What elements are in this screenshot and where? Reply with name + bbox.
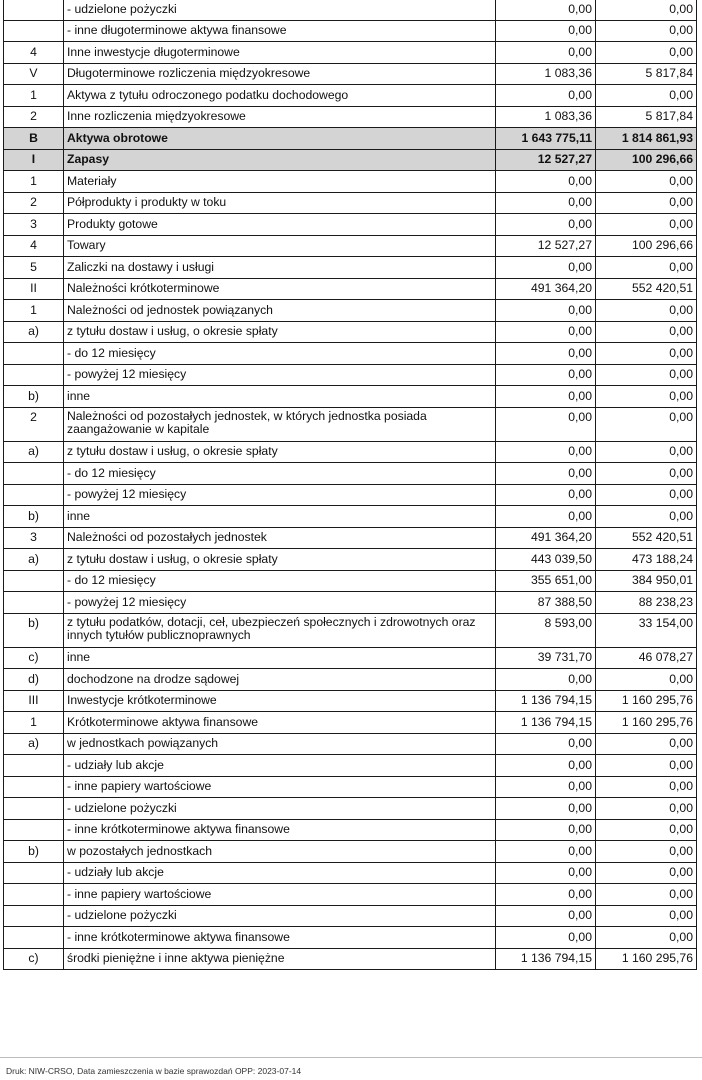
value-year-1: 12 527,27 xyxy=(496,235,596,257)
table-row xyxy=(4,257,697,279)
table-row xyxy=(4,948,697,970)
row-number: 2 xyxy=(4,407,64,441)
value-year-1: 0,00 xyxy=(496,484,596,506)
value-year-1: 0,00 xyxy=(496,506,596,528)
value-year-1: 0,00 xyxy=(496,0,596,20)
value-year-1: 0,00 xyxy=(496,733,596,755)
value-year-1: 0,00 xyxy=(496,257,596,279)
value-year-1: 1 136 794,15 xyxy=(496,690,596,712)
table-row xyxy=(4,321,697,343)
value-year-2: 0,00 xyxy=(596,819,697,841)
row-number xyxy=(4,884,64,906)
table-row xyxy=(4,884,697,906)
row-number: 1 xyxy=(4,712,64,734)
row-number xyxy=(4,798,64,820)
row-label: - do 12 miesięcy xyxy=(64,463,496,485)
value-year-2: 0,00 xyxy=(596,192,697,214)
value-year-1: 0,00 xyxy=(496,798,596,820)
row-label: inne xyxy=(64,647,496,669)
value-year-2: 1 160 295,76 xyxy=(596,948,697,970)
value-year-2: 1 160 295,76 xyxy=(596,690,697,712)
value-year-2: 0,00 xyxy=(596,669,697,691)
row-label: Inne inwestycje długoterminowe xyxy=(64,42,496,64)
row-label: dochodzone na drodze sądowej xyxy=(64,669,496,691)
table-row xyxy=(4,364,697,386)
row-number: I xyxy=(4,149,64,171)
row-label: Należności krótkoterminowe xyxy=(64,278,496,300)
row-label: Aktywa z tytułu odroczonego podatku dochodowego xyxy=(64,85,496,107)
print-footer: Druk: NIW-CRSO, Data zamieszczenia w bazie sprawozdań OPP: 2023-07-14 xyxy=(6,1066,302,1076)
value-year-1: 0,00 xyxy=(496,171,596,193)
row-number: a) xyxy=(4,441,64,463)
value-year-1: 1 083,36 xyxy=(496,106,596,128)
value-year-2: 100 296,66 xyxy=(596,149,697,171)
table-row xyxy=(4,386,697,408)
value-year-1: 0,00 xyxy=(496,884,596,906)
value-year-1: 0,00 xyxy=(496,463,596,485)
row-label: Produkty gotowe xyxy=(64,214,496,236)
row-label: inne xyxy=(64,506,496,528)
row-number: B xyxy=(4,128,64,150)
row-label: Należności od jednostek powiązanych xyxy=(64,300,496,322)
row-label: z tytułu podatków, dotacji, ceł, ubezpieczeń społecznych i zdrowotnych oraz innych tytułów publicznoprawnych xyxy=(64,613,496,647)
table-row xyxy=(4,42,697,64)
table-row xyxy=(4,669,697,691)
value-year-2: 0,00 xyxy=(596,927,697,949)
value-year-1: 1 083,36 xyxy=(496,63,596,85)
row-number xyxy=(4,0,64,20)
value-year-1: 0,00 xyxy=(496,841,596,863)
row-number: b) xyxy=(4,386,64,408)
value-year-1: 0,00 xyxy=(496,407,596,441)
value-year-1: 0,00 xyxy=(496,85,596,107)
row-label: - udzielone pożyczki xyxy=(64,905,496,927)
row-number xyxy=(4,592,64,614)
table-row xyxy=(4,841,697,863)
value-year-2: 473 188,24 xyxy=(596,549,697,571)
table-row xyxy=(4,549,697,571)
row-number: III xyxy=(4,690,64,712)
value-year-1: 0,00 xyxy=(496,776,596,798)
row-label: Krótkoterminowe aktywa finansowe xyxy=(64,712,496,734)
value-year-2: 1 814 861,93 xyxy=(596,128,697,150)
table-row xyxy=(4,463,697,485)
balance-sheet-table xyxy=(3,0,697,970)
row-label: z tytułu dostaw i usług, o okresie spłaty xyxy=(64,441,496,463)
table-row xyxy=(4,85,697,107)
table-row xyxy=(4,927,697,949)
row-label: - inne krótkoterminowe aktywa finansowe xyxy=(64,819,496,841)
value-year-2: 552 420,51 xyxy=(596,527,697,549)
row-number: 1 xyxy=(4,171,64,193)
row-number xyxy=(4,463,64,485)
row-label: - powyżej 12 miesięcy xyxy=(64,484,496,506)
value-year-1: 1 643 775,11 xyxy=(496,128,596,150)
table-row xyxy=(4,106,697,128)
table-row xyxy=(4,690,697,712)
table-row xyxy=(4,300,697,322)
value-year-2: 0,00 xyxy=(596,841,697,863)
row-number xyxy=(4,364,64,386)
row-number: c) xyxy=(4,948,64,970)
value-year-1: 491 364,20 xyxy=(496,278,596,300)
row-label: - inne długoterminowe aktywa finansowe xyxy=(64,20,496,42)
value-year-2: 0,00 xyxy=(596,506,697,528)
row-number: 4 xyxy=(4,42,64,64)
table-row xyxy=(4,214,697,236)
row-number: d) xyxy=(4,669,64,691)
value-year-2: 0,00 xyxy=(596,214,697,236)
value-year-2: 0,00 xyxy=(596,364,697,386)
row-label: Aktywa obrotowe xyxy=(64,128,496,150)
row-label: - powyżej 12 miesięcy xyxy=(64,592,496,614)
value-year-2: 0,00 xyxy=(596,407,697,441)
row-number xyxy=(4,484,64,506)
row-label: Należności od pozostałych jednostek, w których jednostka posiada zaangażowanie w kapitale xyxy=(64,407,496,441)
table-row xyxy=(4,592,697,614)
value-year-2: 0,00 xyxy=(596,321,697,343)
value-year-1: 0,00 xyxy=(496,20,596,42)
value-year-1: 0,00 xyxy=(496,42,596,64)
value-year-2: 0,00 xyxy=(596,884,697,906)
row-number xyxy=(4,862,64,884)
row-number: 4 xyxy=(4,235,64,257)
value-year-2: 0,00 xyxy=(596,386,697,408)
row-number xyxy=(4,905,64,927)
value-year-1: 0,00 xyxy=(496,214,596,236)
value-year-2: 88 238,23 xyxy=(596,592,697,614)
value-year-1: 0,00 xyxy=(496,364,596,386)
table-row xyxy=(4,905,697,927)
table-row xyxy=(4,484,697,506)
value-year-1: 1 136 794,15 xyxy=(496,948,596,970)
table-row xyxy=(4,441,697,463)
value-year-1: 0,00 xyxy=(496,927,596,949)
row-label: Długoterminowe rozliczenia międzyokresowe xyxy=(64,63,496,85)
value-year-1: 0,00 xyxy=(496,819,596,841)
row-label: w jednostkach powiązanych xyxy=(64,733,496,755)
table-row xyxy=(4,733,697,755)
table-row xyxy=(4,527,697,549)
row-number: a) xyxy=(4,321,64,343)
row-number: 1 xyxy=(4,300,64,322)
table-row xyxy=(4,171,697,193)
table-row xyxy=(4,647,697,669)
row-number: a) xyxy=(4,549,64,571)
row-number: b) xyxy=(4,613,64,647)
value-year-2: 0,00 xyxy=(596,862,697,884)
value-year-2: 0,00 xyxy=(596,755,697,777)
row-number: II xyxy=(4,278,64,300)
row-label: - udziały lub akcje xyxy=(64,755,496,777)
value-year-1: 8 593,00 xyxy=(496,613,596,647)
row-label: - udziały lub akcje xyxy=(64,862,496,884)
value-year-2: 0,00 xyxy=(596,776,697,798)
row-label: - udzielone pożyczki xyxy=(64,0,496,20)
row-label: - powyżej 12 miesięcy xyxy=(64,364,496,386)
value-year-2: 0,00 xyxy=(596,798,697,820)
value-year-1: 443 039,50 xyxy=(496,549,596,571)
row-label: inne xyxy=(64,386,496,408)
table-row xyxy=(4,819,697,841)
value-year-1: 87 388,50 xyxy=(496,592,596,614)
table-row xyxy=(4,0,697,20)
value-year-2: 0,00 xyxy=(596,343,697,365)
row-number: 1 xyxy=(4,85,64,107)
value-year-1: 0,00 xyxy=(496,192,596,214)
value-year-2: 5 817,84 xyxy=(596,106,697,128)
row-number: b) xyxy=(4,841,64,863)
value-year-2: 0,00 xyxy=(596,300,697,322)
row-label: Inwestycje krótkoterminowe xyxy=(64,690,496,712)
balance-sheet-body xyxy=(4,0,697,970)
value-year-2: 0,00 xyxy=(596,171,697,193)
value-year-2: 552 420,51 xyxy=(596,278,697,300)
table-row xyxy=(4,506,697,528)
value-year-2: 0,00 xyxy=(596,0,697,20)
value-year-2: 384 950,01 xyxy=(596,570,697,592)
row-number: c) xyxy=(4,647,64,669)
row-label: środki pieniężne i inne aktywa pieniężne xyxy=(64,948,496,970)
row-label: Materiały xyxy=(64,171,496,193)
row-label: - udzielone pożyczki xyxy=(64,798,496,820)
row-label: - do 12 miesięcy xyxy=(64,570,496,592)
value-year-1: 0,00 xyxy=(496,441,596,463)
row-number: a) xyxy=(4,733,64,755)
table-row xyxy=(4,407,697,441)
value-year-1: 0,00 xyxy=(496,669,596,691)
value-year-1: 12 527,27 xyxy=(496,149,596,171)
row-label: - inne krótkoterminowe aktywa finansowe xyxy=(64,927,496,949)
row-label: Półprodukty i produkty w toku xyxy=(64,192,496,214)
row-label: z tytułu dostaw i usług, o okresie spłaty xyxy=(64,549,496,571)
value-year-1: 1 136 794,15 xyxy=(496,712,596,734)
value-year-2: 0,00 xyxy=(596,441,697,463)
row-number: 2 xyxy=(4,192,64,214)
row-number xyxy=(4,927,64,949)
row-number: V xyxy=(4,63,64,85)
table-row xyxy=(4,20,697,42)
value-year-2: 0,00 xyxy=(596,85,697,107)
value-year-2: 0,00 xyxy=(596,905,697,927)
value-year-2: 0,00 xyxy=(596,484,697,506)
row-number xyxy=(4,819,64,841)
table-row xyxy=(4,128,697,150)
row-number xyxy=(4,570,64,592)
value-year-2: 0,00 xyxy=(596,733,697,755)
row-label: Należności od pozostałych jednostek xyxy=(64,527,496,549)
value-year-2: 1 160 295,76 xyxy=(596,712,697,734)
table-row xyxy=(4,712,697,734)
value-year-1: 0,00 xyxy=(496,862,596,884)
row-number: 3 xyxy=(4,214,64,236)
row-number xyxy=(4,20,64,42)
row-label: Zaliczki na dostawy i usługi xyxy=(64,257,496,279)
value-year-2: 33 154,00 xyxy=(596,613,697,647)
value-year-2: 0,00 xyxy=(596,257,697,279)
table-row xyxy=(4,149,697,171)
value-year-2: 0,00 xyxy=(596,463,697,485)
row-label: Zapasy xyxy=(64,149,496,171)
table-row xyxy=(4,278,697,300)
value-year-2: 0,00 xyxy=(596,42,697,64)
table-row xyxy=(4,862,697,884)
row-number: 3 xyxy=(4,527,64,549)
row-label: Inne rozliczenia międzyokresowe xyxy=(64,106,496,128)
row-number xyxy=(4,343,64,365)
value-year-1: 0,00 xyxy=(496,755,596,777)
row-label: z tytułu dostaw i usług, o okresie spłaty xyxy=(64,321,496,343)
table-row xyxy=(4,613,697,647)
table-row xyxy=(4,755,697,777)
row-number: b) xyxy=(4,506,64,528)
row-number: 2 xyxy=(4,106,64,128)
value-year-1: 39 731,70 xyxy=(496,647,596,669)
row-label: - inne papiery wartościowe xyxy=(64,884,496,906)
table-row xyxy=(4,343,697,365)
value-year-1: 355 651,00 xyxy=(496,570,596,592)
table-row xyxy=(4,63,697,85)
value-year-1: 0,00 xyxy=(496,905,596,927)
value-year-1: 0,00 xyxy=(496,343,596,365)
value-year-1: 0,00 xyxy=(496,321,596,343)
table-row xyxy=(4,192,697,214)
row-number xyxy=(4,755,64,777)
table-row xyxy=(4,570,697,592)
table-row xyxy=(4,798,697,820)
value-year-1: 491 364,20 xyxy=(496,527,596,549)
row-label: - do 12 miesięcy xyxy=(64,343,496,365)
footer-divider xyxy=(0,1057,702,1058)
table-row xyxy=(4,235,697,257)
value-year-2: 46 078,27 xyxy=(596,647,697,669)
value-year-2: 100 296,66 xyxy=(596,235,697,257)
row-label: Towary xyxy=(64,235,496,257)
value-year-2: 0,00 xyxy=(596,20,697,42)
value-year-2: 5 817,84 xyxy=(596,63,697,85)
row-number: 5 xyxy=(4,257,64,279)
value-year-1: 0,00 xyxy=(496,386,596,408)
row-label: - inne papiery wartościowe xyxy=(64,776,496,798)
table-row xyxy=(4,776,697,798)
row-number xyxy=(4,776,64,798)
row-label: w pozostałych jednostkach xyxy=(64,841,496,863)
value-year-1: 0,00 xyxy=(496,300,596,322)
